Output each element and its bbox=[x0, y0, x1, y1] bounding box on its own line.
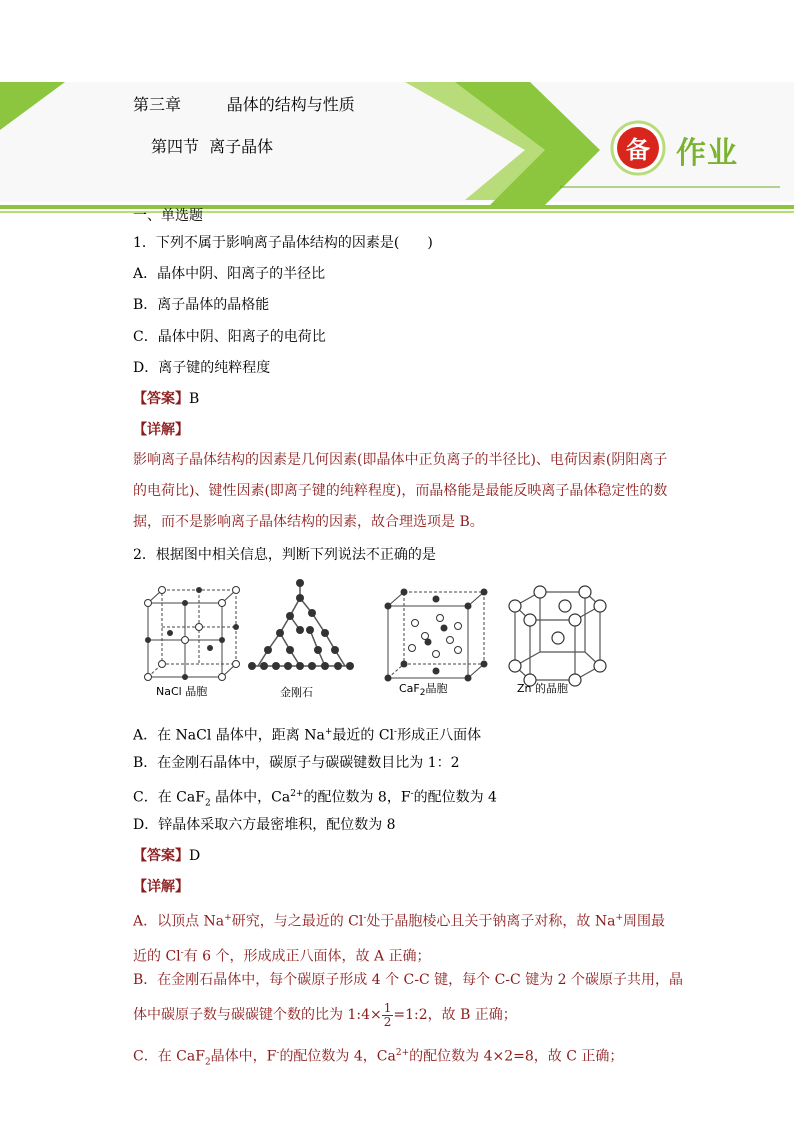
section-title: 第四节 离子晶体 bbox=[151, 137, 274, 156]
q2-option-d: D．锌晶体采取六方最密堆积，配位数为 8 bbox=[133, 817, 396, 833]
q2-answer bbox=[133, 846, 200, 866]
question-type-heading: 一、单选题 bbox=[133, 208, 203, 224]
logo-text: 作业 bbox=[676, 136, 738, 171]
q1-option-a: A．晶体中阴、阳离子的半径比 bbox=[133, 266, 326, 282]
q1-detail-tag: 【详解】 bbox=[133, 422, 189, 438]
caption-nacl: NaCl 晶胞 bbox=[156, 685, 208, 698]
q1-option-d: D．离子键的纯粹程度 bbox=[133, 360, 271, 376]
caption-caf2: CaF$_2$晶胞 bbox=[399, 682, 448, 699]
q2-detail-tag: 【详解】 bbox=[133, 879, 189, 895]
q2-explanation-a: A．以顶点 Na+研究，与之最近的 Cl-处于晶胞棱心且关于钠离子对称，故 Na+周围最近的 Cl-有 6 个，形成成正八面体，故 A 正确； bbox=[133, 913, 665, 965]
q2-stem: 2．根据图中相关信息，判断下列说法不正确的是 bbox=[133, 547, 436, 563]
fraction-half: $\frac{1}{2}$ bbox=[383, 1000, 392, 1029]
answer-value: B bbox=[189, 391, 200, 407]
logo-char: 备 bbox=[626, 136, 650, 164]
q2-explanation-b1: B．在金刚石晶体中，每个碳原子形成 4 个 C-C 键，每个 C-C 键为 2 个碳原子共用，晶 bbox=[133, 972, 684, 988]
caption-zn: Zn 的晶胞 bbox=[517, 682, 569, 695]
q2-explanation-b2: 体中碳原子数与碳碳键个数的比为 1:4× $\frac{1}{2}$ =1:2，故 B 正确； bbox=[133, 1000, 517, 1029]
q2-option-b: B．在金刚石晶体中，碳原子与碳碳键数目比为 1：2 bbox=[133, 755, 460, 771]
q1-option-c: C．晶体中阴、阳离子的电荷比 bbox=[133, 329, 326, 345]
answer-tag: 【答案】 bbox=[133, 848, 189, 864]
answer-value: D bbox=[189, 848, 201, 864]
caption-diamond: 金刚石 bbox=[280, 686, 313, 699]
q2-option-c: C．在 CaF$_2$ 晶体中，$Ca^{2+}$的配位数为 8，F-的配位数为 4 bbox=[133, 789, 497, 809]
answer-tag: 【答案】 bbox=[133, 391, 189, 407]
chapter-title: 第三章 晶体的结构与性质 bbox=[133, 95, 355, 114]
q1-option-b: B．离子晶体的晶格能 bbox=[133, 297, 270, 313]
q1-stem: 1．下列不属于影响离子晶体结构的因素是( ) bbox=[133, 235, 433, 251]
q2-option-a: A．在 NaCl 晶体中，距离 Na+最近的 Cl-形成正八面体 bbox=[133, 727, 482, 744]
q1-answer bbox=[133, 389, 199, 409]
q2-explanation-c: C．在 CaF$_2$晶体中，F-的配位数为 4，$Ca^{2+}$的配位数为 4×2=8，故 C 正确； bbox=[133, 1048, 624, 1068]
header-banner bbox=[0, 0, 794, 225]
q1-explanation: 影响离子晶体结构的因素是几何因素(即晶体中正负离子的半径比)、电荷因素(阴阳离子的电荷比)、键性因素(即离子键的纯粹程度)，而晶格能是最能反映离子晶体稳定性的数据，而不是影响离子晶体结构的因素，故合理选项是 B。 bbox=[133, 452, 668, 530]
